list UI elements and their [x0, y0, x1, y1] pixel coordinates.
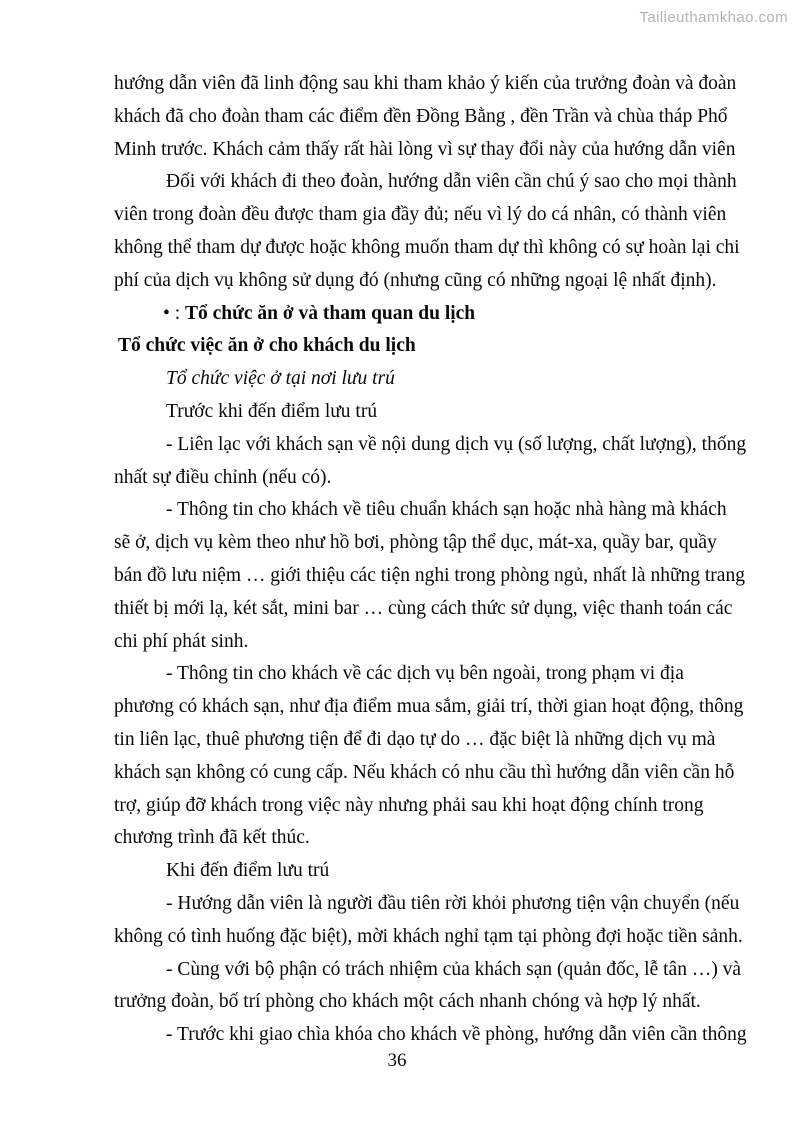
text-line: - Trước khi giao chìa khóa cho khách về phòng, hướng dẫn viên cần thông — [166, 1024, 747, 1046]
heading-italic — [114, 363, 726, 396]
text-line: Tổ chức việc ở tại nơi lưu trú — [166, 368, 395, 390]
text-line: hướng dẫn viên đã linh động sau khi tham khảo ý kiến của trưởng đoàn và đoàn — [114, 73, 737, 94]
text-line: Khi đến điểm lưu trú — [166, 860, 330, 882]
text-line: - Thông tin cho khách về các dịch vụ bên ngoài, trong phạm vi địa — [166, 663, 684, 685]
heading-bullet — [114, 298, 726, 331]
text-line: nhất sự điều chỉnh (nếu có). — [114, 466, 332, 488]
text-line: chi phí phát sinh. — [114, 630, 249, 652]
text-line: - Cùng với bộ phận có trách nhiệm của khách sạn (quản đốc, lễ tân …) và — [166, 958, 742, 980]
paragraph — [114, 166, 740, 297]
paragraph — [114, 954, 742, 1020]
heading-bold — [114, 330, 726, 363]
text-line: phương có khách sạn, như địa điểm mua sắm, giải trí, thời gian hoạt động, thông — [114, 696, 744, 718]
text-line: Tổ chức việc ăn ở cho khách du lịch — [118, 335, 416, 357]
paragraph — [114, 429, 747, 495]
text-line: khách sạn không có cung cấp. Nếu khách có nhu cầu thì hướng dẫn viên cần hỗ — [114, 761, 735, 783]
text-line: thiết bị mới lạ, két sắt, mini bar … cùng cách thức sử dụng, việc thanh toán các — [114, 597, 733, 619]
text-line: - Thông tin cho khách về tiêu chuẩn khách sạn hoặc nhà hàng mà khách — [166, 499, 727, 521]
text-line: trợ, giúp đỡ khách trong việc này nhưng phải sau khi hoạt động chính trong — [114, 794, 704, 816]
paragraph — [114, 658, 744, 855]
text-line: Đối với khách đi theo đoàn, hướng dẫn viên cần chú ý sao cho mọi thành — [166, 171, 737, 193]
text-line: không thể tham dự được hoặc không muốn tham dự thì không có sự hoàn lại chi — [114, 236, 740, 258]
text-line: chương trình đã kết thúc. — [114, 827, 310, 849]
text-line: - Liên lạc với khách sạn về nội dung dịch vụ (số lượng, chất lượng), thống — [166, 433, 747, 455]
heading-text: Tổ chức ăn ở và tham quan du lịch — [185, 302, 476, 324]
paragraph — [114, 888, 743, 954]
bullet-icon: • : — [163, 302, 185, 324]
text-line: tin liên lạc, thuê phương tiện để đi dạo tự do … đặc biệt là những dịch vụ mà — [114, 728, 716, 750]
paragraph — [114, 494, 745, 658]
page-number: 36 — [387, 1050, 407, 1071]
text-line: bán đồ lưu niệm … giới thiệu các tiện nghi trong phòng ngủ, nhất là những trang — [114, 564, 745, 586]
text-line: không có tình huống đặc biệt), mời khách nghỉ tạm tại phòng đợi hoặc tiền sảnh. — [114, 925, 743, 947]
text-line: khách đã cho đoàn tham các điểm đền Đồng Bằng , đền Trần và chùa tháp Phổ — [114, 105, 728, 127]
watermark: Tailieuthamkhao.com — [639, 9, 788, 26]
document-body — [114, 68, 747, 1052]
text-line: phí của dịch vụ không sử dụng đó (nhưng cũng có những ngoại lệ nhất định). — [114, 269, 717, 291]
text-line: trưởng đoàn, bố trí phòng cho khách một cách nhanh chóng và hợp lý nhất. — [114, 991, 701, 1013]
paragraph — [114, 855, 726, 888]
text-line: viên trong đoàn đều được tham gia đầy đủ; nếu vì lý do cá nhân, có thành viên — [114, 204, 727, 226]
text-line: Trước khi đến điểm lưu trú — [166, 400, 378, 422]
text-line: sẽ ở, dịch vụ kèm theo như hồ bơi, phòng tập thể dục, mát-xa, quầy bar, quầy — [114, 532, 717, 554]
paragraph — [114, 1019, 747, 1052]
paragraph — [114, 68, 737, 166]
text-line — [163, 298, 726, 331]
paragraph — [114, 396, 726, 429]
text-line: Minh trước. Khách cảm thấy rất hài lòng vì sự thay đổi này của hướng dẫn viên — [114, 138, 736, 160]
text-line: - Hướng dẫn viên là người đầu tiên rời khỏi phương tiện vận chuyển (nếu — [166, 892, 740, 914]
